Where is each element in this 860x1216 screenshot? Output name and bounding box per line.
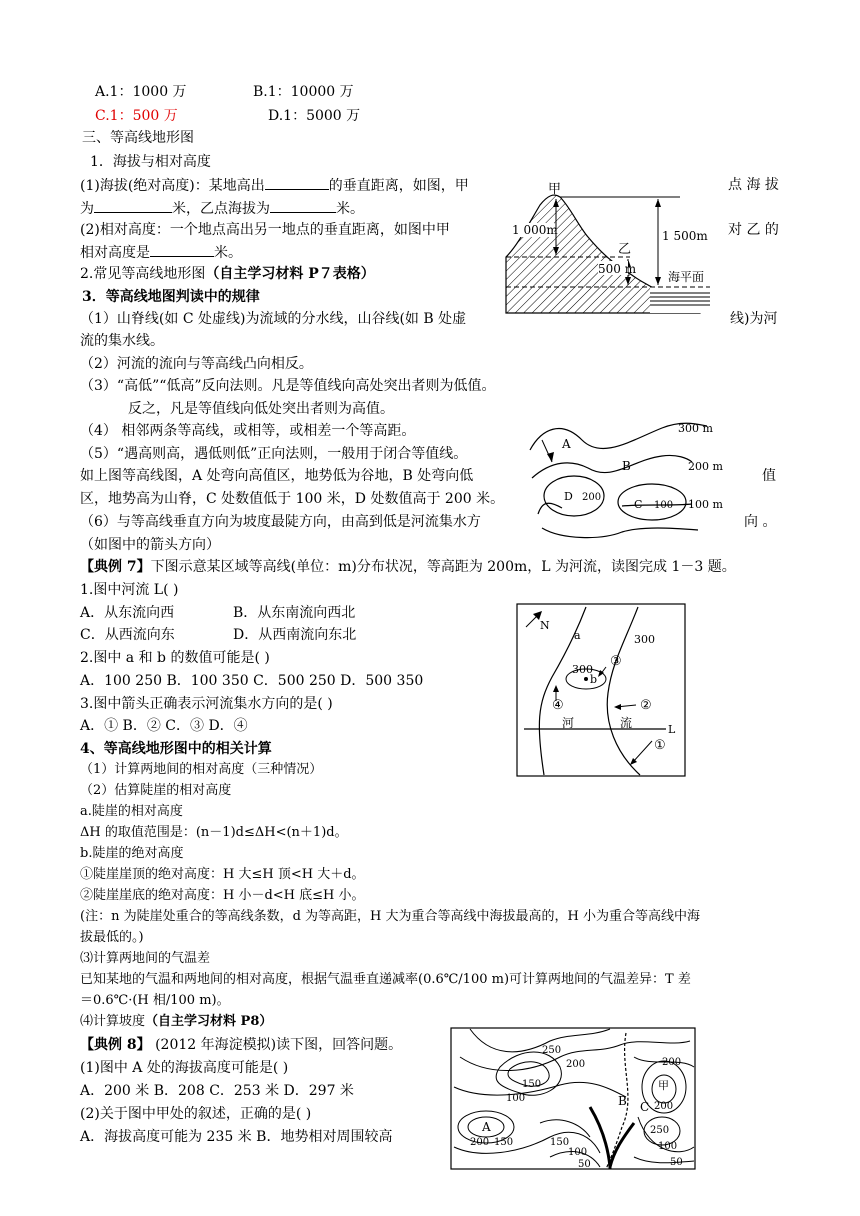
label-C: C [640, 1100, 650, 1114]
blank-field [94, 198, 172, 213]
calc-b: b.陡崖的绝对高度 [80, 846, 184, 861]
option-a: A.1：1000 万 [95, 84, 187, 100]
rule5: （5）“遇高则高，遇低则低”正向法则，一般用于闭合等值线。 [80, 446, 468, 462]
ex7-q1-option-d: D．从西南流向东北 [233, 627, 357, 643]
closed-contour-c [618, 484, 686, 520]
label-A: A [482, 1120, 491, 1134]
subheading-rules: 3．等高线地图判读中的规律 [82, 289, 260, 305]
rule4: （4） 相邻两条等高线，或相等，或相差一个等高距。 [80, 423, 416, 439]
option-c: C.1：500 万 [95, 108, 178, 124]
rule3-b: 反之，凡是等值线向低处突出者则为高值。 [128, 401, 394, 417]
contour-outer [542, 528, 698, 538]
option-b: B.1：10000 万 [253, 84, 354, 100]
rule1-line2: 流的集水线。 [80, 333, 164, 349]
marker-2: ② [640, 698, 652, 713]
para-altitude-line2: 为 米，乙点海拔为 米。 [80, 198, 364, 219]
section3-heading: 三、等高线地形图 [82, 130, 194, 146]
river-contour-map [516, 603, 687, 778]
label-D: D [564, 490, 573, 503]
rule6-c: （如图中的箭头方向） [80, 537, 220, 553]
label-100m: 100 m [688, 498, 723, 511]
calc-b2: ②陡崖崖底的绝对高度：H 小－d<H 底≤H 小。 [80, 888, 365, 903]
calc-3b: ＝0.6℃·(H 相/100 m)。 [80, 993, 230, 1008]
label-200-top: 200 [566, 1059, 586, 1070]
subheading-landforms: 2.常见等高线地形图（自主学习材料 P７表格） [80, 266, 375, 282]
calc-a: a.陡崖的相对高度 [80, 804, 183, 819]
rule6: （6）与等高线垂直方向为坡度最陡方向，由高到低是河流集水方 [80, 514, 481, 530]
calc-formula: ΔH 的取值范围是：(n－1)d≤ΔH<(n＋1)d。 [80, 825, 348, 840]
label-jia: 甲 [658, 1079, 669, 1092]
label-200m: 200 m [688, 460, 723, 473]
label-50-right: 50 [670, 1157, 683, 1168]
example7-intro: 【典例 7】下图示意某区域等高线(单位：m)分布状况，等高距为 200m，L 为河流，读图完成 1－3 题。 [80, 559, 736, 575]
ex7-q1-option-b: B．从东南流向西北 [233, 605, 356, 621]
ex8-q2-options: A．海拔高度可能为 235 米 B．地势相对周围较高 [80, 1129, 393, 1145]
label-300m: 300 m [678, 422, 713, 435]
ex7-q2-options: A．100 250 B．100 350 C．500 250 D．500 350 [80, 673, 424, 689]
altitude-diagram [500, 175, 715, 315]
ex7-q3: 3.图中箭头正确表示河流集水方向的是( ) [80, 696, 333, 712]
label-sea-level: 海平面 [668, 270, 705, 284]
calc-note2: 拔最低的。) [80, 930, 144, 945]
marker-3: ③ [610, 654, 622, 669]
label-L: L [668, 723, 676, 736]
label-300-inner: 300 [572, 663, 593, 676]
para-relative-right: 对 乙 的 [728, 222, 779, 238]
label-C: C [634, 498, 643, 511]
label-B: B [622, 459, 631, 473]
label-100-right: 100 [658, 1141, 678, 1152]
label-jia: 甲 [548, 182, 562, 197]
label-he: 河 [562, 716, 575, 730]
calc-b1: ①陡崖崖顶的绝对高度：H 大≤H 顶<H 大＋d。 [80, 867, 365, 882]
label-b: b [590, 673, 598, 686]
ex7-q1: 1.图中河流 L( ) [80, 582, 179, 598]
ex7-q3-options: A．① B．② C．③ D．④ [80, 718, 248, 734]
label-300-outer: 300 [634, 633, 655, 646]
para-altitude-right: 点 海 拔 [728, 177, 779, 193]
marker-1: ① [654, 738, 666, 753]
subheading-altitude: 1．海拔与相对高度 [90, 154, 211, 170]
blank-field [150, 242, 214, 257]
rule1-right: 线)为河 [730, 311, 778, 327]
label-N: N [540, 619, 550, 632]
rule5-right: 值 [762, 468, 776, 484]
calc-3: ⑶计算两地间的气温差 [80, 951, 211, 966]
ex7-q1-option-a: A．从东流向西 [80, 605, 175, 621]
rule1-line1: （1）山脊线(如 C 处虚线)为流域的分水线，山谷线(如 B 处虚 [80, 311, 467, 327]
rule5-d: 区，地势高为山脊，C 处数值低于 100 米，D 处数值高于 200 米。 [80, 491, 505, 507]
label-200-jia: 200 [654, 1101, 674, 1112]
label-100-mid: 100 [506, 1093, 526, 1104]
label-1500m: 1 500m [662, 229, 708, 243]
section4-heading: 4、等高线地形图中的相关计算 [80, 741, 272, 757]
label-50-bottom: 50 [578, 1159, 591, 1170]
calc-3a: 已知某地的气温和两地间的相对高度，根据气温垂直递减率(0.6℃/100 m)可计算两地间的气温差异：T 差 [80, 972, 691, 987]
ex8-q1: (1)图中 A 处的海拔高度可能是( ) [80, 1060, 289, 1076]
label-500m: 500 m [598, 262, 637, 276]
sea-area [650, 287, 710, 313]
label-d200: 200 [582, 492, 602, 503]
label-A: A [562, 437, 571, 451]
label-100-bottom: 100 [568, 1147, 588, 1158]
calc-4: ⑷计算坡度（自主学习材料 P8） [80, 1014, 273, 1029]
label-150-mid: 150 [522, 1079, 542, 1090]
ex8-q1-options: A．200 米 B．208 C．253 米 D．297 米 [80, 1083, 354, 1099]
calc-2: （2）估算陡崖的相对高度 [80, 783, 232, 798]
contour-landform-diagram [522, 410, 737, 550]
rule2: （2）河流的流向与等高线凸向相反。 [80, 356, 313, 372]
label-200-right: 200 [662, 1057, 682, 1068]
rule6-right: 向 。 [744, 514, 777, 530]
ex7-q1-option-c: C．从西流向东 [80, 627, 175, 643]
label-150-bottom: 150 [550, 1137, 570, 1148]
label-a: a [574, 629, 581, 642]
label-150-A: 150 [494, 1137, 514, 1148]
blank-field [270, 198, 336, 213]
para-relative-line1: (2)相对高度：一个地点高出另一地点的垂直距离，如图中甲 [80, 222, 450, 238]
rule5-b: 如上图等高线图，A 处弯向高值区，地势低为谷地，B 处弯向低 [80, 468, 474, 484]
cliff-contour-map [450, 1027, 697, 1170]
contour-200 [532, 455, 692, 478]
label-c100: 100 [654, 500, 674, 511]
label-yi: 乙 [618, 242, 632, 257]
para-altitude-line1: (1)海拔(绝对高度)：某地高出 的垂直距离，如图，甲 [80, 175, 469, 196]
blank-field [265, 175, 329, 190]
option-d: D.1：5000 万 [268, 108, 361, 124]
calc-note1: (注：n 为陡崖处重合的等高线条数，d 为等高距，H 大为重合等高线中海拔最高的，H 小为重合等高线中海 [80, 909, 700, 924]
label-250-right: 250 [650, 1125, 670, 1136]
para-relative-line2: 相对高度是 米。 [80, 242, 242, 263]
label-1000m: 1 000m [512, 223, 558, 237]
label-liu: 流 [620, 716, 633, 730]
rule3: （3）“高低”“低高”反向法则。凡是等值线向高处突出者则为低值。 [80, 378, 496, 394]
ex8-q2: (2)关于图中甲处的叙述，正确的是( ) [80, 1106, 312, 1122]
example8-intro: 【典例 8】 (2012 年海淀模拟)读下图，回答问题。 [80, 1037, 403, 1053]
calc-1: （1）计算两地间的相对高度（三种情况） [80, 762, 323, 777]
label-B: B [618, 1094, 627, 1108]
ex7-q2: 2.图中 a 和 b 的数值可能是( ) [80, 650, 270, 666]
label-250-top: 250 [542, 1045, 562, 1056]
label-200-A: 200 [470, 1137, 490, 1148]
marker-4: ④ [552, 698, 564, 713]
